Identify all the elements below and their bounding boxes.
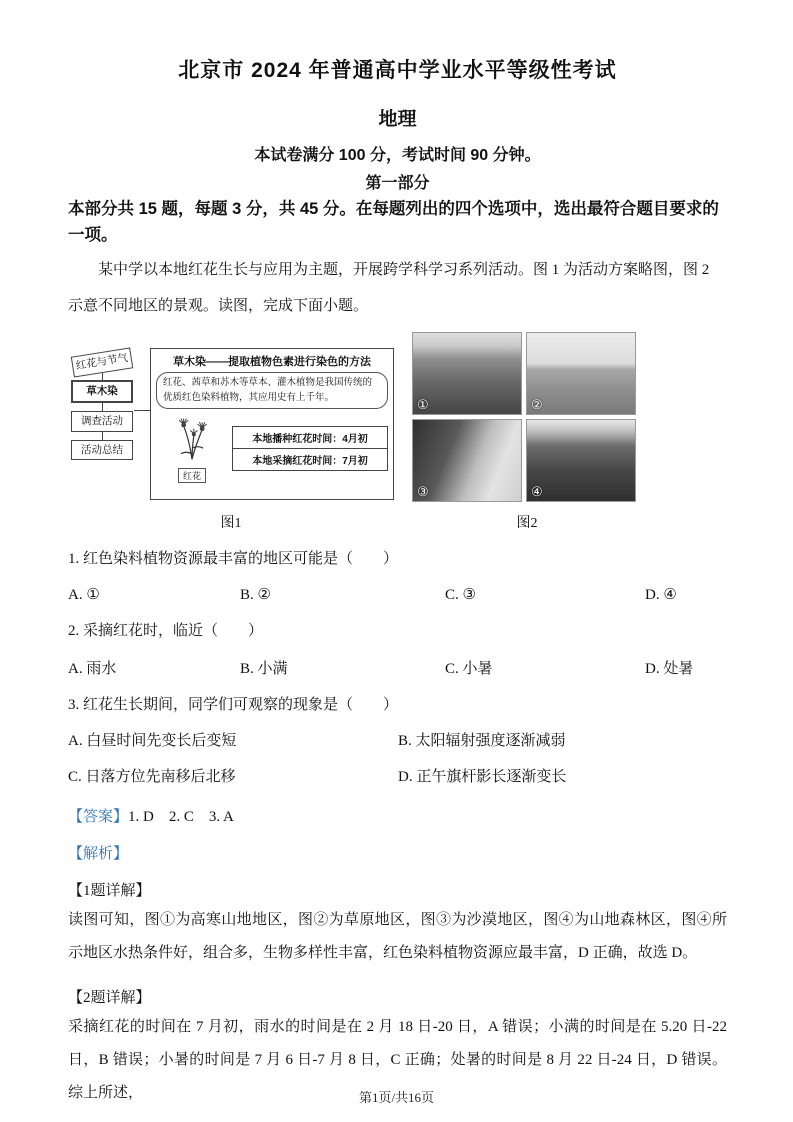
figure1-flow-column xyxy=(68,352,136,460)
flow-connector-line xyxy=(102,403,103,411)
part-title: 第一部分 xyxy=(365,175,430,192)
panel-bottom-row xyxy=(156,413,388,484)
flow-connector-line xyxy=(102,432,103,440)
analysis-q2-text: 采摘红花的时间在 7 月初，雨水的时间是在 2 月 18 日-20 日，A 错误；小满的时间是在 5.20 日-22 日，B 错误；小暑的时间是 7 月 6 日-7 月 8 日，C 正确；处暑的时间是 8 月 22 日-24 日，D 错误。综上所述， xyxy=(68,1018,727,1101)
figures-row xyxy=(68,332,727,502)
flow-box-diaocha: 调查活动 xyxy=(71,411,133,432)
option-3c: C. 日落方位先南移后北移 xyxy=(68,768,236,785)
question-3-options xyxy=(68,729,727,786)
analysis-q1-heading: 【1题详解】 xyxy=(68,882,151,899)
option-3b: B. 太阳辐射强度逐渐减弱 xyxy=(398,732,566,749)
option-3a: A. 白昼时间先变长后变短 xyxy=(68,732,237,749)
figure1-caption: 图1 xyxy=(220,515,242,531)
exam-info-line: 本试卷满分 100 分，考试时间 90 分钟。 xyxy=(254,147,541,164)
analysis-q1-text: 读图可知，图①为高寒山地地区，图②为草原地区，图③为沙漠地区，图④为山地森林区，图④所示地区水热条件好，组合多，生物多样性丰富，红色染料植物资源应最丰富，D 正确，故选 D。 xyxy=(68,911,727,961)
sowing-time: 本地播种红花时间：4月初 xyxy=(252,434,368,446)
flow-connector-line xyxy=(102,372,103,380)
exam-title: 北京市 2024 年普通高中学业水平等级性考试 xyxy=(178,59,617,82)
figure1-main-panel xyxy=(150,348,394,500)
landscape-photo-3 xyxy=(412,419,522,502)
figure-captions xyxy=(68,512,727,532)
flow-box-caomuran: 草木染 xyxy=(71,380,133,403)
question-1-stem: 1. 红色染料植物资源最丰富的地区可能是（ ） xyxy=(68,550,399,567)
landscape-photo-1 xyxy=(412,332,522,415)
safflower-illustration xyxy=(156,413,228,484)
option-3d: D. 正午旗杆影长逐渐变长 xyxy=(398,768,567,785)
flow-box-honghua-jieqi: 红花与节气 xyxy=(71,347,133,377)
flow-box-zongjie: 活动总结 xyxy=(71,440,133,461)
photo-number-3: ③ xyxy=(417,483,429,499)
exam-subject: 地理 xyxy=(378,109,417,130)
option-2b: B. 小满 xyxy=(240,660,288,677)
question-2-options xyxy=(68,657,727,678)
part-instructions: 本部分共 15 题，每题 3 分，共 45 分。在每题列出的四个选项中，选出最符合题目要求的一项。 xyxy=(68,200,719,245)
option-1d: D. ④ xyxy=(645,586,677,603)
photo-number-2: ② xyxy=(531,396,543,412)
landscape-photo-4 xyxy=(526,419,636,502)
option-1a: A. ① xyxy=(68,586,100,603)
answer-line xyxy=(68,805,727,826)
flower-caption: 红花 xyxy=(178,468,206,483)
page-number-footer: 第1页/共16页 xyxy=(358,1090,435,1105)
question-2-stem: 2. 采摘红花时，临近（ ） xyxy=(68,622,264,639)
option-2a: A. 雨水 xyxy=(68,660,117,677)
photo-number-4: ④ xyxy=(531,483,543,499)
option-1b: B. ② xyxy=(240,586,271,603)
figure2-photo-grid xyxy=(412,332,636,502)
question-3-stem: 3. 红花生长期间，同学们可观察的现象是（ ） xyxy=(68,696,399,713)
picking-time: 本地采摘红花时间：7月初 xyxy=(233,448,387,470)
flower-icon xyxy=(164,413,220,461)
answer-value: 1. D 2. C 3. A xyxy=(128,808,234,825)
answer-label: 【答案】 xyxy=(68,808,129,825)
question-1-options xyxy=(68,585,727,604)
landscape-photo-2 xyxy=(526,332,636,415)
planting-time-boxes xyxy=(232,426,388,471)
figure1-diagram xyxy=(68,348,394,502)
flow-to-panel-connector xyxy=(134,410,150,411)
option-1c: C. ③ xyxy=(445,586,476,603)
option-2c: C. 小暑 xyxy=(445,660,493,677)
question-group-intro: 某中学以本地红花生长与应用为主题，开展跨学科学习系列活动。图 1 为活动方案略图，图 2 示意不同地区的景观。读图，完成下面小题。 xyxy=(68,261,710,314)
photo-number-1: ① xyxy=(417,396,429,412)
analysis-q2-heading: 【2题详解】 xyxy=(68,989,151,1006)
option-2d: D. 处暑 xyxy=(645,660,694,677)
panel-title: 草木染——提取植物色素进行染色的方法 xyxy=(173,355,371,368)
figure2-caption: 图2 xyxy=(516,515,538,531)
analysis-label: 【解析】 xyxy=(68,845,129,862)
panel-description: 红花、茜草和苏木等草本、灌木植物是我国传统的优质红色染料植物，其应用史有上千年。 xyxy=(156,372,388,409)
